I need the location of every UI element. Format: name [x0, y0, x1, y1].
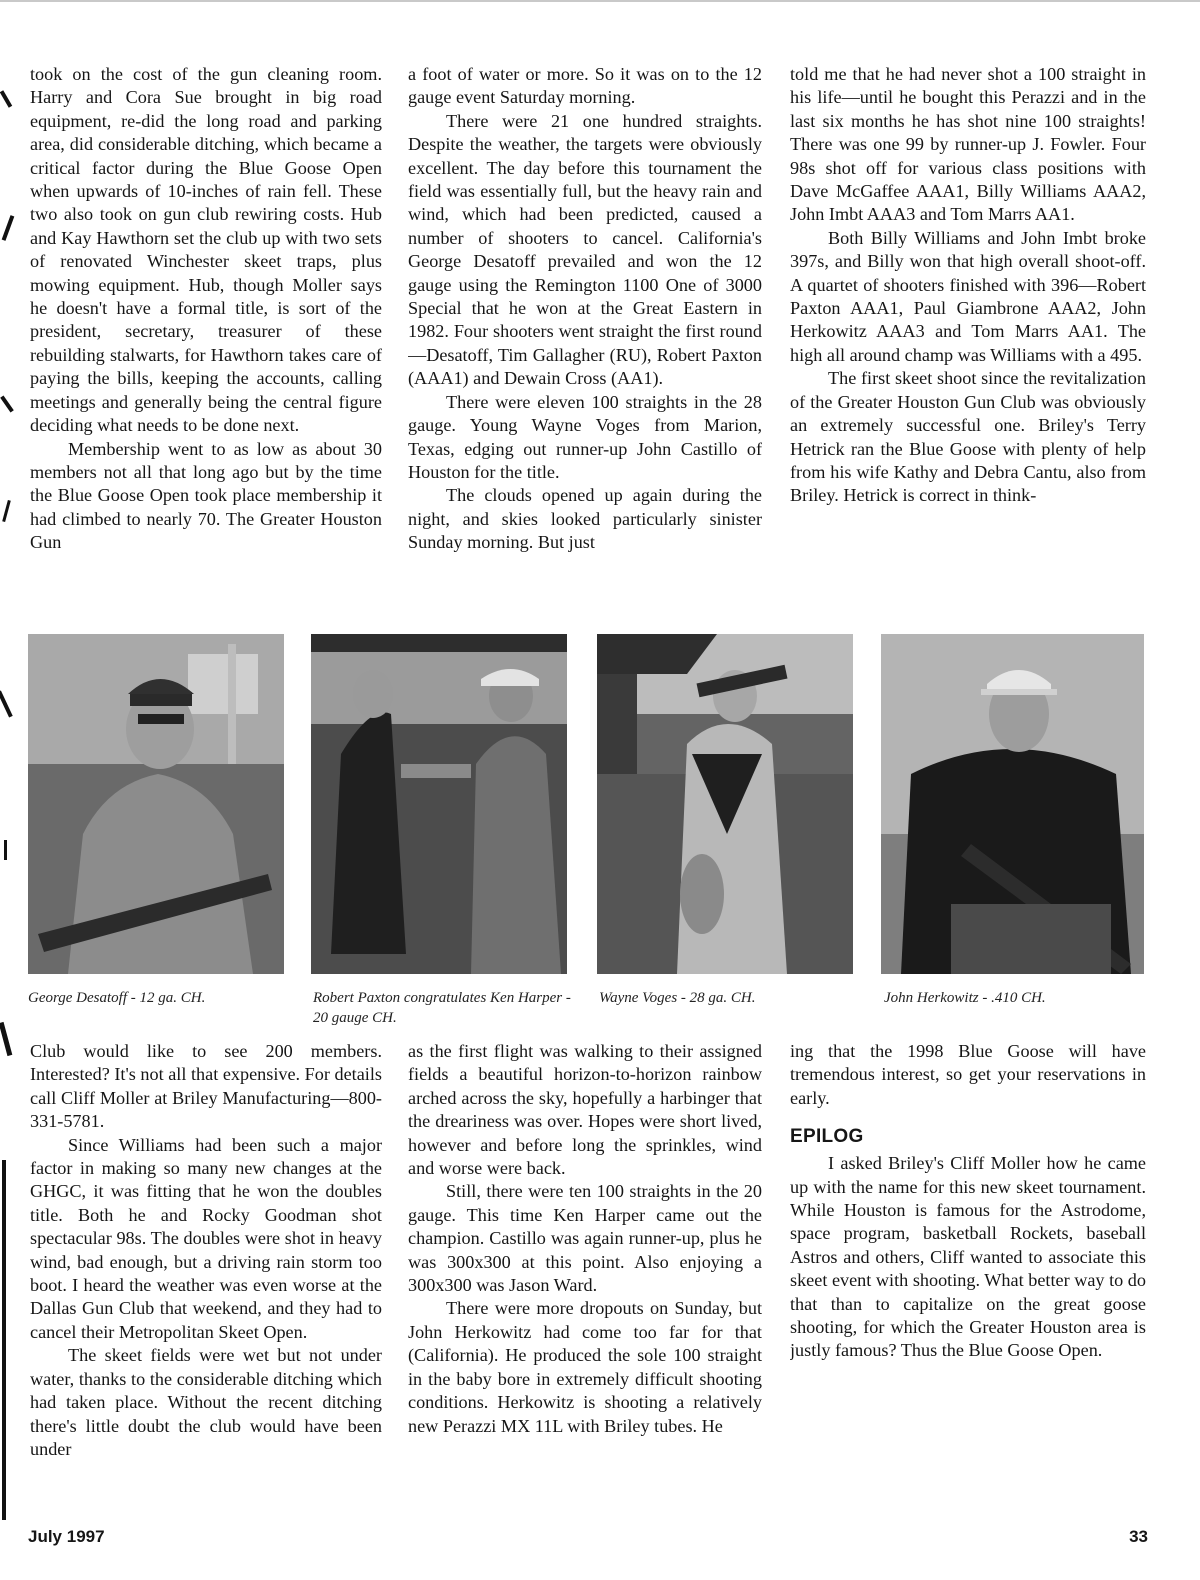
article-column-2 — [408, 63, 762, 653]
paragraph: There were more dropouts on Sunday, but John Herkowitz had come too far for that (California). He produced the sole 100 straight in the baby bore in extremely difficult shooting conditions. Herkowitz is shooting a relatively new Perazzi MX 11L with Briley tubes. He — [408, 1298, 762, 1436]
paragraph: Still, there were ten 100 straights in the 20 gauge. This time Ken Harper came out the champion. Castillo was again runner-up, plus he was 300x300 at this point. Also enjoying a 300x300 was Jason Ward. — [408, 1181, 762, 1296]
section-heading: EPILOG — [790, 1126, 864, 1148]
scan-mark — [0, 1022, 12, 1056]
paragraph: The skeet fields were wet but not under water, thanks to the considerable ditching which had taken place. Without the recent ditching there's little doubt the club would have been under — [30, 1345, 382, 1459]
paragraph: as the first flight was walking to their assigned fields a beautiful horizon-to-horizon rainbow arched across the sky, hopefully a harbinger that the dreariness was over. Hopes were short lived, however and before long the sprinkles, wind and worse were back. — [408, 1041, 762, 1179]
photo-man-with-shotgun-jacket-icon — [881, 634, 1144, 974]
photo-caption: George Desatoff - 12 ga. CH. — [28, 990, 206, 1006]
paragraph: Since Williams had been such a major factor in making so many new changes at the GHGC, it was fitting that he won the doubles title. Both he and Rocky Goodman shot spectacular 98s. The doubles were shot in heavy wind, bad enough, but a driving rain storm too boot. I heard the weather was even worse at the Dallas Gun Club that weekend, and they had to cancel their Metropolitan Skeet Open. — [30, 1134, 382, 1342]
article-column-3 — [790, 63, 1146, 653]
scan-mark — [2, 1160, 6, 1520]
photo-wayne-voges — [597, 634, 853, 974]
top-rule — [0, 0, 1200, 2]
paragraph: Both Billy Williams and John Imbt broke 397s, and Billy won that high overall shoot-off. A quartet of shooters finished with 396—Robert Paxton AAA1, Paul Giambrone AAA2, John Herkowitz AAA3 and Tom Marrs AA1. The high all around champ was Williams with a 495. — [790, 227, 1146, 365]
photo-caption: Wayne Voges - 28 ga. CH. — [599, 990, 756, 1006]
paragraph: took on the cost of the gun cleaning room. Harry and Cora Sue brought in big road equipment, re-did the long road and parking area, did considerable ditching, which became a critical factor during the Blue Goose Open when upwards of 10-inches of rain fell. These two also took on gun club rewiring costs. Hub and Kay Hawthorn set the club up with two sets of renovated Winchester skeet traps, plus mowing equipment. Hub, though Moller says he doesn't have a formal title, is sort of the president, secretary, treasurer of these rebuilding stalwarts, for Hawthorn takes care of paying the bills, keeping the accounts, calling meetings and generally being the central figure deciding what needs to be done next. — [30, 64, 382, 436]
photo-shooter-with-vest-icon — [597, 634, 853, 974]
article-column-5 — [408, 1040, 762, 1510]
paragraph: I asked Briley's Cliff Moller how he came up with the name for this new skeet tournament. While Houston is famous for the Astrodome, space program, basketball Rockets, baseball Astros and others, Cliff wanted to associate this skeet event with shooting. What better way to do that than to capitalize on the great goose shooting, for which the Greater Houston area is justly famous? Thus the Blue Goose Open. — [790, 1153, 1146, 1361]
photo-handshake-icon — [311, 634, 567, 974]
article-column-4 — [30, 1040, 382, 1510]
photo-man-with-shotgun-icon — [28, 634, 284, 974]
paragraph: There were eleven 100 straights in the 28 gauge. Young Wayne Voges from Marion, Texas, edging out runner-up John Castillo of Houston for the title. — [408, 391, 762, 482]
scan-mark — [2, 215, 15, 241]
issue-date: July 1997 — [28, 1527, 105, 1546]
paragraph: The clouds opened up again during the night, and skies looked particularly sinister Sunday morning. But just — [408, 485, 762, 553]
paragraph: a foot of water or more. So it was on to the 12 gauge event Saturday morning. — [408, 64, 762, 108]
photo-caption: John Herkowitz - .410 CH. — [884, 990, 1046, 1006]
photo-george-desatoff — [28, 634, 284, 974]
paragraph: There were 21 one hundred straights. Despite the weather, the targets were obviously excellent. The day before this tournament the field was essentially full, but the heavy rain and wind, which had been predicted, caused a number of shooters to cancel. California's George Desatoff prevailed and won the 12 gauge using the Remington 1100 One of 3000 Special that he won at the Great Eastern in 1982. Four shooters went straight the first round—Desatoff, Tim Gallagher (RU), Robert Paxton (AAA1) and Dewain Cross (AA1). — [408, 110, 762, 389]
paragraph: Membership went to as low as about 30 members not all that long ago but by the time the Blue Goose Open took place membership it had climbed to nearly 70. The Greater Houston Gun — [30, 438, 382, 553]
page-number: 33 — [1129, 1527, 1148, 1546]
article-column-1 — [30, 63, 382, 653]
paragraph: Club would like to see 200 members. Interested? It's not all that expensive. For details call Cliff Moller at Briley Manufacturing—800-331-5781. — [30, 1041, 382, 1132]
article-column-6 — [790, 1040, 1146, 1510]
paragraph: The first skeet shoot since the revitalization of the Greater Houston Gun Club was obviously an extremely successful one. Briley's Terry Hetrick ran the Blue Goose with plenty of help from his wife Kathy and Debra Cantu, also from Briley. Hetrick is correct in think- — [790, 368, 1146, 506]
photo-robert-paxton-ken-harper — [311, 634, 567, 974]
paragraph: told me that he had never shot a 100 straight in his life—until he bought this Perazzi and in the last six months he has shot nine 100 straights! There was one 99 by runner-up J. Fowler. Four 98s shot off for various class positions with Dave McGaffee AAA1, Billy Williams AAA2, John Imbt AAA3 and Tom Marrs AA1. — [790, 64, 1146, 225]
scan-mark — [4, 840, 7, 860]
photo-caption: Robert Paxton congratulates Ken Harper - 20 gauge CH. — [313, 990, 571, 1026]
paragraph: ing that the 1998 Blue Goose will have tremendous interest, so get your reservations in early. — [790, 1041, 1146, 1108]
scan-mark — [0, 395, 14, 412]
scan-mark — [2, 500, 11, 522]
scan-mark — [0, 690, 13, 717]
scan-mark — [0, 90, 12, 108]
photo-john-herkowitz — [881, 634, 1144, 974]
